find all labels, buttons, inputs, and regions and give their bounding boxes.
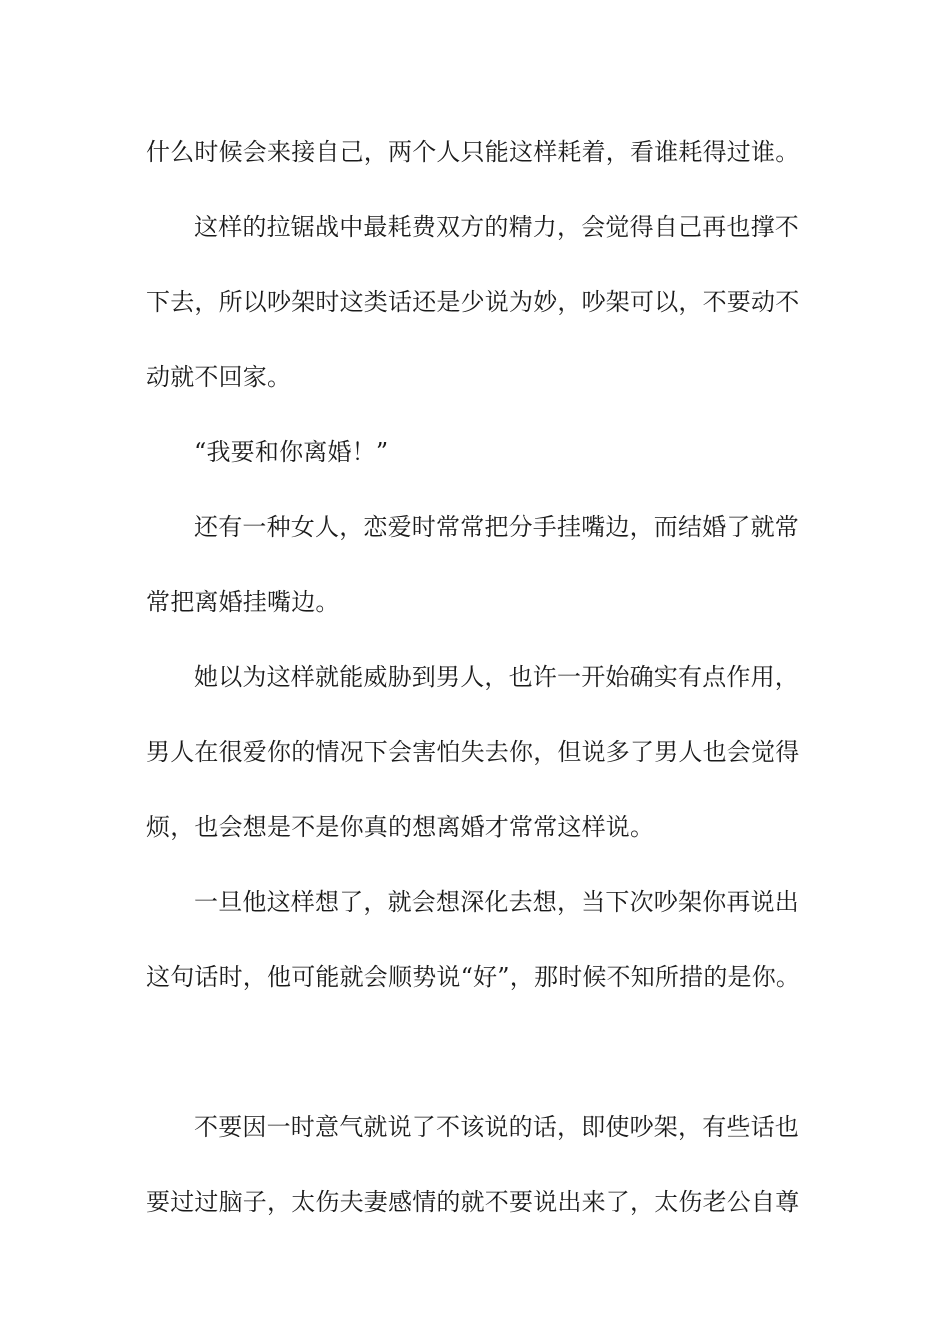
text-line: 男人在很爱你的情况下会害怕失去你，但说多了男人也会觉得 — [146, 738, 800, 766]
text-line: 动就不回家。 — [146, 363, 292, 391]
quote-heading: “我要和你离婚！” — [194, 438, 389, 466]
text-line: 这句话时，他可能就会顺势说“好”，那时候不知所措的是你。 — [146, 963, 801, 991]
text-line: 下去，所以吵架时这类话还是少说为妙，吵架可以，不要动不 — [146, 288, 800, 316]
paragraph-start-line: 不要因一时意气就说了不该说的话，即使吵架，有些话也 — [194, 1113, 799, 1141]
paragraph-start-line: 还有一种女人，恋爱时常常把分手挂嘴边，而结婚了就常 — [194, 513, 799, 541]
paragraph-start-line: 一旦他这样想了，就会想深化去想，当下次吵架你再说出 — [194, 888, 799, 916]
paragraph-start-line: 她以为这样就能威胁到男人，也许一开始确实有点作用， — [194, 663, 799, 691]
text-line: 烦，也会想是不是你真的想离婚才常常这样说。 — [146, 813, 655, 841]
paragraph-start-line: 这样的拉锯战中最耗费双方的精力，会觉得自己再也撑不 — [194, 213, 799, 241]
text-line: 常把离婚挂嘴边。 — [146, 588, 340, 616]
text-line: 什么时候会来接自己，两个人只能这样耗着，看谁耗得过谁。 — [146, 138, 800, 166]
text-line: 要过过脑子，太伤夫妻感情的就不要说出来了，太伤老公自尊 — [146, 1188, 800, 1216]
